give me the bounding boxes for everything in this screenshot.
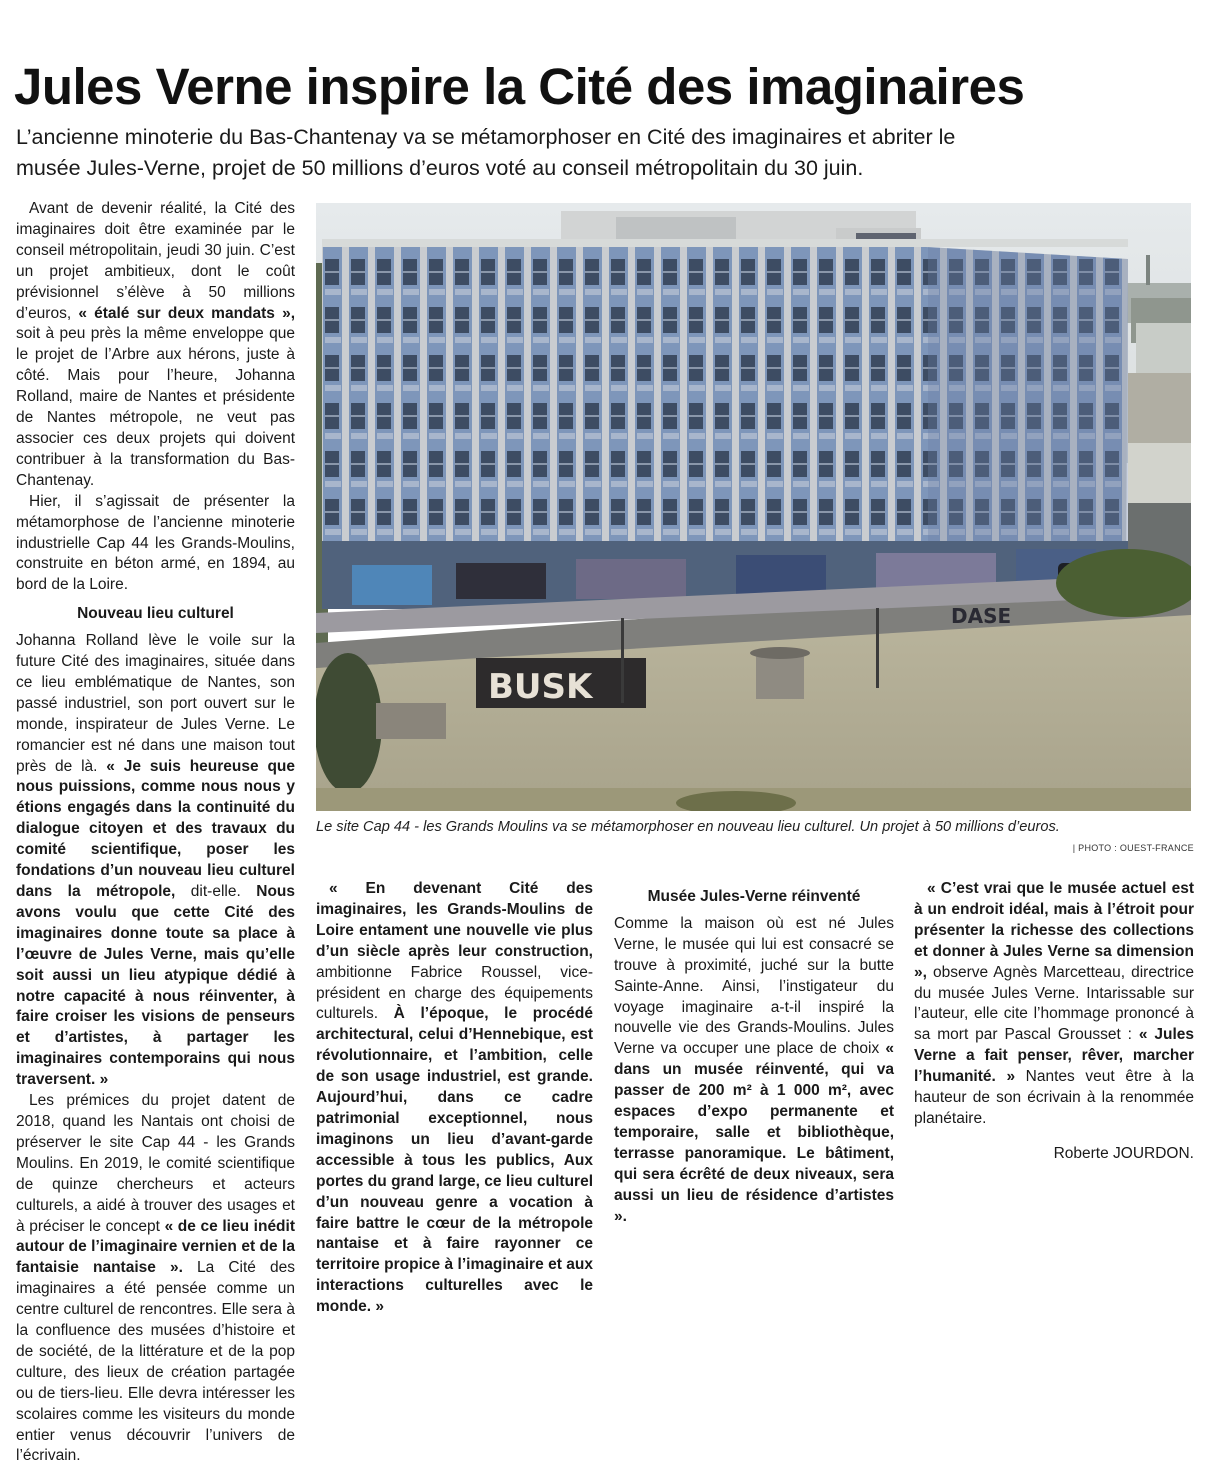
article-column-4	[914, 879, 1194, 1165]
paragraph-intro: Avant de devenir réalité, la Cité des imaginaires doit être examinée par le conseil métropolitain, jeudi 30 juin. C’est un projet ambitieux, dont le coût prévisionnel s’élève à 50 millions d’euros, « étalé sur deux mandats », soit à peu près la même enveloppe que le projet de l’Arbre aux hérons, juste à côté. Mais pour l’heure, Johanna Rolland, maire de Nantes et présidente de Nantes métropole, ne veut pas associer ces deux projets qui doivent contribuer à la transformation du Bas-Chantenay.	[16, 200, 296, 489]
article-photo	[316, 203, 1191, 811]
article-column-3	[614, 879, 894, 1228]
graffiti-dase: DASE	[951, 604, 1012, 628]
paragraph-premices: Les prémices du projet datent de 2018, quand les Nantais ont choisi de préserver le site Cap 44 - les Grands Moulins. En 2019, le comité scientifique de quinze chercheurs et acteurs culturels, a aidé à trouver des usages et à préciser le concept « de ce lieu inédit autour de l’imaginaire vernien et de la fantaisie nantaise ». La Cité des imaginaires a été pensée comme un centre culturel de rencontres. Elle sera à la confluence des musées d’histoire et de société, de la littérature et de la pop culture, des lieux de création partagée ou de tiers-lieu. Elle devra intéresser les scolaires comme les visiteurs du monde entier venus découvrir l’univers de l’écrivain.	[16, 1092, 296, 1465]
standfirst: L’ancienne minoterie du Bas-Chantenay va se métamorphoser en Cité des imaginaires et abriter le musée Jules-Verne, projet de 50 millions d’euros voté au conseil métropolitain du 30 juin.	[16, 125, 956, 180]
byline: Roberte JOURDON.	[1053, 1144, 1194, 1162]
graffiti-busk: BUSK	[488, 667, 593, 707]
paragraph-metamorphose: Hier, il s’agissait de présenter la métamorphose de l’ancienne minoterie industrielle Cap 44 les Grands-Moulins, construite en béton armé, en 1894, au bord de la Loire.	[16, 492, 295, 594]
subheading-musee: Musée Jules-Verne réinventé	[647, 888, 861, 905]
article-column-1	[16, 199, 295, 1467]
subheading-nouveau-lieu: Nouveau lieu culturel	[77, 605, 234, 623]
paragraph-rolland: Johanna Rolland lève le voile sur la future Cité des imaginaires, située dans ce lieu emblématique de Nantes, son passé industriel, son port ouvert sur le monde, inspirateur de Jules Verne. Le romancier est né dans une maison tout près de là. « Je suis heureuse que nous puissions, comme nous nous y étions engagés dans la continuité du dialogue citoyen et des travaux du comité scientifique, poser les fondations d’un nouveau lieu culturel dans la métropole, dit-elle. Nous avons voulu que cette Cité des imaginaires donne toute sa place à l’œuvre de Jules Verne, mais qu’elle soit aussi un lieu atypique dédié à notre capacité à nous réinventer, à faire croiser les visions de penseurs et d’artistes, à partager les imaginaires contemporains qui nous traversent. »	[16, 632, 296, 1089]
photo-caption: Le site Cap 44 - les Grands Moulins va se métamorphoser en nouveau lieu culturel. Un projet à 50 millions d’euros.	[316, 819, 1060, 835]
paragraph-marcetteau: « C’est vrai que le musée actuel est à un endroit idéal, mais à l’étroit pour présenter la richesse des collections et donner à Jules Verne sa dimension », observe Agnès Marcetteau, directrice du musée Jules Verne. Intarissable sur l’auteur, elle cite l’hommage prononcé à sa mort par Pascal Grousset : « Jules Verne a fait penser, rêver, marcher l’humanité. » Nantes veut être à la hauteur de son écrivain à la renommée planétaire.	[914, 880, 1195, 1127]
paragraph-musee: Comme la maison où est né Jules Verne, le musée qui lui est consacré se trouve à proximité, juché sur la butte Sainte-Anne. Ainsi, l’instigateur du voyage imaginaire a-t-il inspiré la nouvelle vie des Grands-Moulins. Jules Verne va occuper une place de choix « dans un musée réinventé, qui va passer de 200 m² à 1 000 m², avec espaces d’expo permanente et temporaire, salle et bibliothèque, terrasse panoramique. Le bâtiment, qui sera écrêté de deux niveaux, sera aussi un lieu de résidence d’artistes ».	[614, 914, 894, 1225]
photo-credit: | PHOTO : OUEST-FRANCE	[1072, 843, 1194, 853]
headline: Jules Verne inspire la Cité des imaginaires	[14, 58, 1025, 115]
paragraph-roussel: « En devenant Cité des imaginaires, les Grands-Moulins de Loire entament une nouvelle vie plus d’un siècle après leur construction, ambitionne Fabrice Roussel, vice-président en charge des équipements culturels. À l’époque, le procédé architectural, celui d’Hennebique, est révolutionnaire, et l’ambition, celle de son usage industriel, est grande. Aujourd’hui, dans ce cadre patrimonial exceptionnel, nous imaginons un lieu d’avant-garde accessible à tous les publics, Aux portes du grand large, ce lieu culturel d’un nouveau genre a vocation à faire battre le cœur de la métropole nantaise et à faire rayonner ce territoire propice à l’imaginaire et aux interactions culturelles avec le monde. »	[316, 880, 593, 1316]
article-column-2	[316, 879, 593, 1318]
